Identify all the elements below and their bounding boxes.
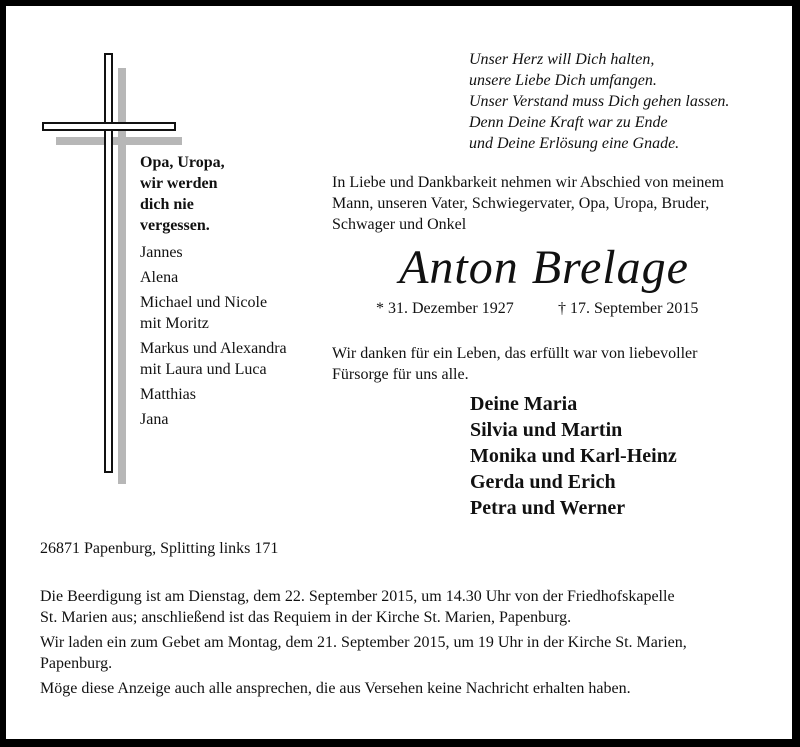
grandchild-name: Jannes — [140, 244, 183, 261]
funeral-info — [40, 586, 756, 703]
family-signatures — [470, 391, 770, 521]
poem-line: unsere Liebe Dich umfangen. — [469, 72, 657, 89]
family-member: Monika und Karl-Heinz — [470, 445, 677, 467]
family-member: Silvia und Martin — [470, 419, 623, 441]
grandchildren-column — [140, 152, 320, 430]
family-member: Petra und Werner — [470, 497, 626, 519]
address: 26871 Papenburg, Splitting links 171 — [40, 540, 279, 557]
poem-line: und Deine Erlösung eine Gnade. — [469, 135, 680, 152]
grandchildren-heading: Opa, Uropa, wir werden dich nie vergessen. — [140, 154, 225, 234]
family-member: Gerda und Erich — [470, 471, 616, 493]
grandchild-name: Markus und Alexandra mit Laura und Luca — [140, 340, 287, 378]
intro-text: In Liebe und Dankbarkeit nehmen wir Abschied von meinem Mann, unseren Vater, Schwiegervater, Opa, Uropa, Bruder, Schwager und Onkel — [332, 174, 724, 233]
poem-line: Denn Deine Kraft war zu Ende — [469, 114, 668, 131]
notice-paragraph: Möge diese Anzeige auch alle ansprechen, die aus Versehen keine Nachricht erhalten haben. — [40, 680, 631, 697]
poem — [469, 49, 789, 154]
deceased-name: Anton Brelage — [399, 241, 689, 294]
grandchild-name: Matthias — [140, 386, 196, 403]
grandchild-name: Alena — [140, 269, 179, 286]
grandchild-name: Jana — [140, 411, 169, 428]
death-date: † 17. September 2015 — [558, 300, 699, 317]
thanks-text: Wir danken für ein Leben, das erfüllt war von liebevoller Fürsorge für uns alle. — [332, 345, 698, 383]
poem-line: Unser Verstand muss Dich gehen lassen. — [469, 93, 730, 110]
grandchild-name: Michael und Nicole mit Moritz — [140, 294, 268, 332]
poem-line: Unser Herz will Dich halten, — [469, 51, 655, 68]
cross-shadow-horizontal — [56, 137, 182, 145]
prayer-paragraph: Wir laden ein zum Gebet am Montag, dem 21. September 2015, um 19 Uhr in der Kirche St. Marien, Papenburg. — [40, 634, 687, 672]
cross-icon — [104, 53, 113, 473]
cross-icon-center — [106, 124, 111, 129]
funeral-paragraph: Die Beerdigung ist am Dienstag, dem 22. September 2015, um 14.30 Uhr von der Friedhofskapelle St. Marien aus; anschließend ist das Requiem in der Kirche St. Marien, Papenburg. — [40, 588, 675, 626]
obituary-notice — [6, 6, 792, 739]
family-member: Deine Maria — [470, 393, 578, 415]
birth-date: * 31. Dezember 1927 — [376, 300, 514, 317]
